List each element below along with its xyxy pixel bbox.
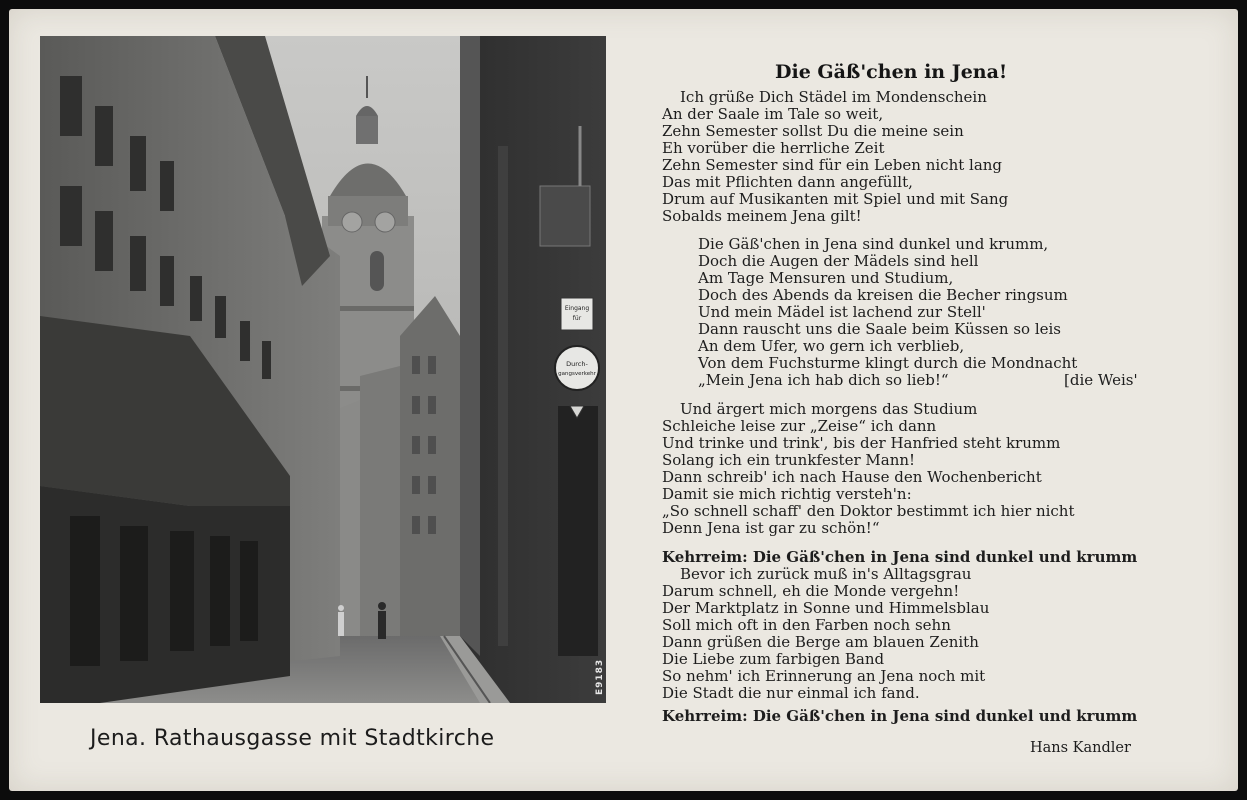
poem-line: Der Marktplatz in Sonne und Himmelsblau xyxy=(662,599,990,617)
poem-line: Sobalds meinem Jena gilt! xyxy=(662,207,862,225)
poem-line: Darum schnell, eh die Monde vergehn! xyxy=(662,582,960,600)
sign-2-line-2: gangsverkehr xyxy=(558,371,596,377)
street-photograph xyxy=(40,36,606,703)
poem-line: Zehn Semester sollst Du die meine sein xyxy=(662,122,964,140)
poem-line: Schleiche leise zur „Zeise“ ich dann xyxy=(662,417,937,435)
poem-title: Die Gäß'chen in Jena! xyxy=(775,61,1008,83)
poem-line: Das mit Pflichten dann angefüllt, xyxy=(662,173,913,191)
poem-line: Die Stadt die nur einmal ich fand. xyxy=(662,684,920,702)
sign-1-line-2: für xyxy=(572,315,582,322)
poem-line: Und ärgert mich morgens das Studium xyxy=(680,400,978,418)
poem-line: Doch des Abends da kreisen die Becher ringsum xyxy=(698,286,1068,304)
poem-line: So nehm' ich Erinnerung an Jena noch mit xyxy=(662,667,986,685)
poem-author: Hans Kandler xyxy=(1030,740,1131,756)
poem-line: „So schnell schaff' den Doktor bestimmt ich hier nicht xyxy=(662,502,1075,520)
poem-line: Denn Jena ist gar zu schön!“ xyxy=(662,519,880,537)
poem-line: Und trinke und trink', bis der Hanfried steht krumm xyxy=(662,434,1061,452)
street-scene-image xyxy=(40,36,606,703)
poem-line: An dem Ufer, wo gern ich verblieb, xyxy=(698,337,965,355)
photo-caption: Jena. Rathausgasse mit Stadtkirche xyxy=(90,726,495,751)
poem-line: „Mein Jena ich hab dich so lieb!“ xyxy=(698,371,949,389)
poem-line: Von dem Fuchsturme klingt durch die Mondnacht xyxy=(698,354,1078,372)
poem-line: Die Liebe zum farbigen Band xyxy=(662,650,885,668)
poem-line: Dann rauscht uns die Saale beim Küssen so leis xyxy=(698,320,1061,338)
poem-line: Zehn Semester sind für ein Leben nicht lang xyxy=(662,156,1003,174)
poem-refrain-line: Kehrreim: Die Gäß'chen in Jena sind dunkel und krumm xyxy=(662,548,1138,566)
postcard xyxy=(9,9,1238,791)
plate-number: E9183 xyxy=(595,658,605,695)
poem-line: Solang ich ein trunkfester Mann! xyxy=(662,451,916,469)
poem-line: Soll mich oft in den Farben noch sehn xyxy=(662,616,951,634)
poem-line: Die Gäß'chen in Jena sind dunkel und krumm, xyxy=(698,235,1049,253)
poem-line: An der Saale im Tale so weit, xyxy=(662,105,884,123)
poem-line: Dann grüßen die Berge am blauen Zenith xyxy=(662,633,979,651)
sign-1-line-1: Eingang xyxy=(564,305,590,312)
poem-line: Dann schreib' ich nach Hause den Wochenbericht xyxy=(662,468,1042,486)
poem-line: Und mein Mädel ist lachend zur Stell' xyxy=(698,303,986,321)
poem-line: Am Tage Mensuren und Studium, xyxy=(698,269,954,287)
entrance-sign xyxy=(561,298,593,330)
traffic-sign xyxy=(555,346,599,390)
poem-line: Damit sie mich richtig versteh'n: xyxy=(662,485,912,503)
sign-2-line-1: Durch- xyxy=(566,360,588,368)
poem-line: Bevor ich zurück muß in's Alltagsgrau xyxy=(680,565,972,583)
poem-line: Drum auf Musikanten mit Spiel und mit Sang xyxy=(662,190,1009,208)
poem-line: Eh vorüber die herrliche Zeit xyxy=(662,139,885,157)
poem-refrain: Kehrreim: Die Gäß'chen in Jena sind dunkel und krumm xyxy=(662,707,1138,725)
poem-line: Ich grüße Dich Städel im Mondenschein xyxy=(680,88,987,106)
poem-line: Doch die Augen der Mädels sind hell xyxy=(698,252,979,270)
poem-line-overflow: [die Weis' xyxy=(1064,371,1138,389)
